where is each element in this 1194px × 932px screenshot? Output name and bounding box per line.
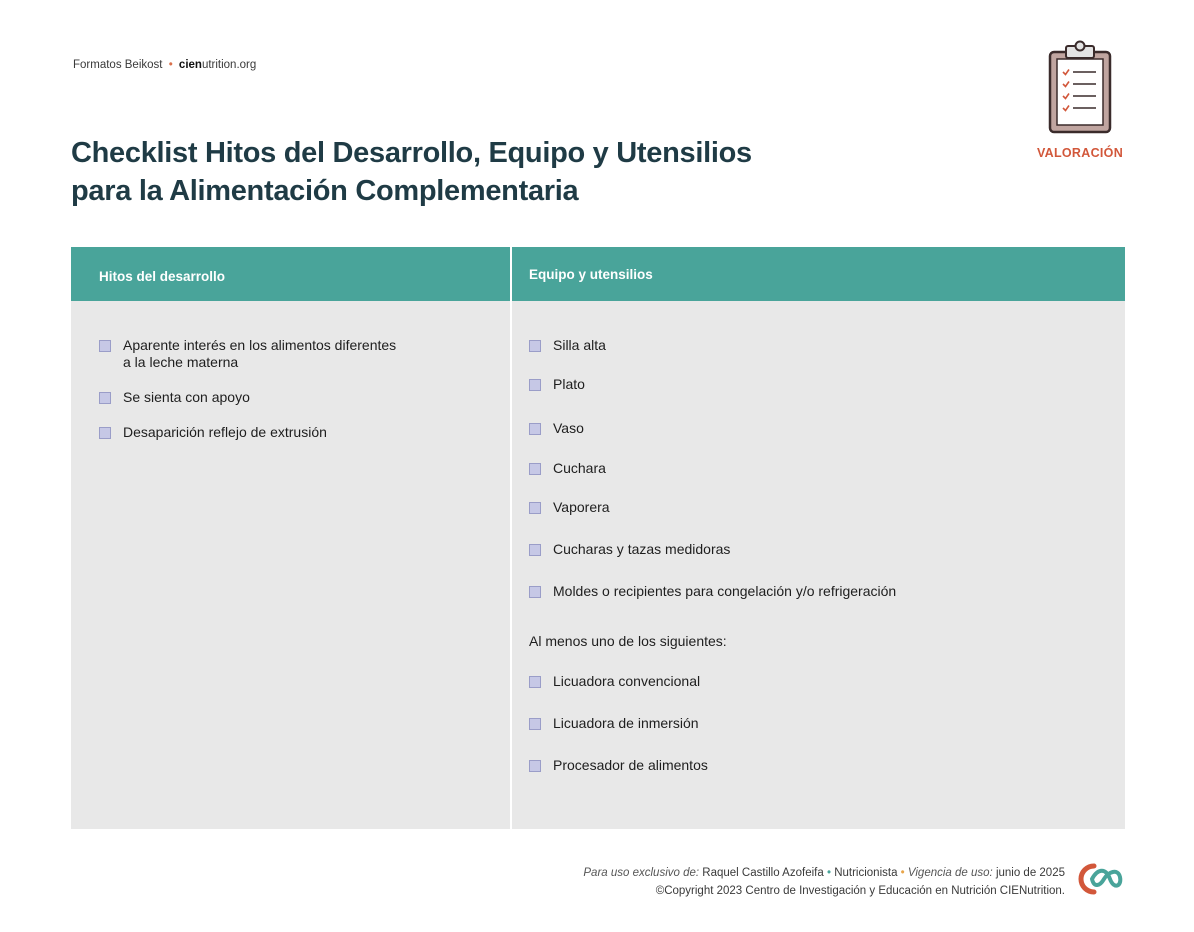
checkbox[interactable] bbox=[99, 340, 111, 352]
hito-label-1-line2: a la leche materna bbox=[123, 354, 239, 370]
brand-line bbox=[73, 59, 256, 71]
checkbox[interactable] bbox=[529, 718, 541, 730]
column-divider bbox=[510, 247, 512, 829]
checkbox[interactable] bbox=[529, 463, 541, 475]
checkbox[interactable] bbox=[529, 760, 541, 772]
valoracion-badge bbox=[1034, 40, 1126, 160]
hito-label-2: Se sienta con apoyo bbox=[123, 389, 250, 405]
separator: • bbox=[826, 867, 831, 879]
hito-item-2[interactable] bbox=[99, 389, 250, 406]
equipo-item-medidoras[interactable] bbox=[529, 541, 730, 558]
hito-label-1-line1: Aparente interés en los alimentos diferentes bbox=[123, 337, 397, 353]
equipo-item-vaporera[interactable] bbox=[529, 499, 610, 516]
equipo-label: Cuchara bbox=[553, 460, 606, 476]
equipo-label: Licuadora de inmersión bbox=[553, 715, 699, 731]
checkbox[interactable] bbox=[529, 423, 541, 435]
equipo-label: Licuadora convencional bbox=[553, 673, 701, 689]
separator: • bbox=[900, 867, 905, 879]
site-name-bold: cien bbox=[178, 59, 202, 71]
badge-label: VALORACIÓN bbox=[1036, 146, 1124, 160]
at-least-one-note: Al menos uno de los siguientes: bbox=[529, 633, 727, 649]
equipo-item-licuadora[interactable] bbox=[529, 673, 700, 690]
page-title-line1: Checklist Hitos del Desarrollo, Equipo y Utensilios bbox=[71, 137, 752, 169]
checkbox[interactable] bbox=[529, 544, 541, 556]
equipo-item-cuchara[interactable] bbox=[529, 460, 606, 477]
footer bbox=[583, 864, 1065, 900]
exclusive-label: Para uso exclusivo de: bbox=[583, 867, 700, 879]
footer-line-1 bbox=[583, 864, 1065, 882]
equipo-label: Cucharas y tazas medidoras bbox=[553, 541, 731, 557]
equipo-item-moldes[interactable] bbox=[529, 583, 896, 600]
page-title-line2: para la Alimentación Complementaria bbox=[71, 175, 579, 207]
licensed-user: Raquel Castillo Azofeifa bbox=[702, 867, 824, 879]
equipo-label: Vaporera bbox=[553, 499, 610, 515]
checkbox[interactable] bbox=[99, 392, 111, 404]
column-header-hitos: Hitos del desarrollo bbox=[71, 247, 510, 301]
equipo-label: Plato bbox=[553, 376, 585, 392]
copyright: ©Copyright 2023 Centro de Investigación y Educación en Nutrición CIENutrition. bbox=[655, 885, 1065, 897]
equipo-label: Silla alta bbox=[553, 337, 606, 353]
checkbox[interactable] bbox=[529, 502, 541, 514]
validity-label: Vigencia de uso: bbox=[907, 867, 993, 879]
header-bullet: • bbox=[168, 59, 173, 71]
equipo-item-silla[interactable] bbox=[529, 337, 606, 354]
equipo-item-plato[interactable] bbox=[529, 376, 585, 393]
checkbox[interactable] bbox=[529, 340, 541, 352]
checkbox[interactable] bbox=[529, 586, 541, 598]
equipo-label: Vaso bbox=[553, 420, 584, 436]
hito-label-3: Desaparición reflejo de extrusión bbox=[123, 424, 327, 440]
checkbox[interactable] bbox=[99, 427, 111, 439]
validity-date: junio de 2025 bbox=[995, 867, 1065, 879]
column-header-equipo: Equipo y utensilios bbox=[512, 247, 1125, 301]
clipboard-checklist-icon bbox=[1048, 40, 1112, 134]
equipo-item-procesador[interactable] bbox=[529, 757, 708, 774]
checklist-table bbox=[71, 247, 1125, 829]
equipo-label: Procesador de alimentos bbox=[553, 757, 708, 773]
equipo-label: Moldes o recipientes para congelación y/o refrigeración bbox=[553, 583, 897, 599]
site-name-rest: utrition.org bbox=[201, 59, 257, 71]
equipo-item-vaso[interactable] bbox=[529, 420, 584, 437]
user-role: Nutricionista bbox=[834, 867, 898, 879]
hito-label-1 bbox=[123, 337, 396, 371]
cienutrition-logo-icon bbox=[1078, 862, 1124, 896]
equipo-item-inmersion[interactable] bbox=[529, 715, 699, 732]
hito-item-3[interactable] bbox=[99, 424, 327, 441]
hito-item-1[interactable] bbox=[99, 337, 396, 371]
checkbox[interactable] bbox=[529, 676, 541, 688]
page-title bbox=[71, 134, 752, 210]
checkbox[interactable] bbox=[529, 379, 541, 391]
series-name: Formatos Beikost bbox=[73, 59, 163, 71]
